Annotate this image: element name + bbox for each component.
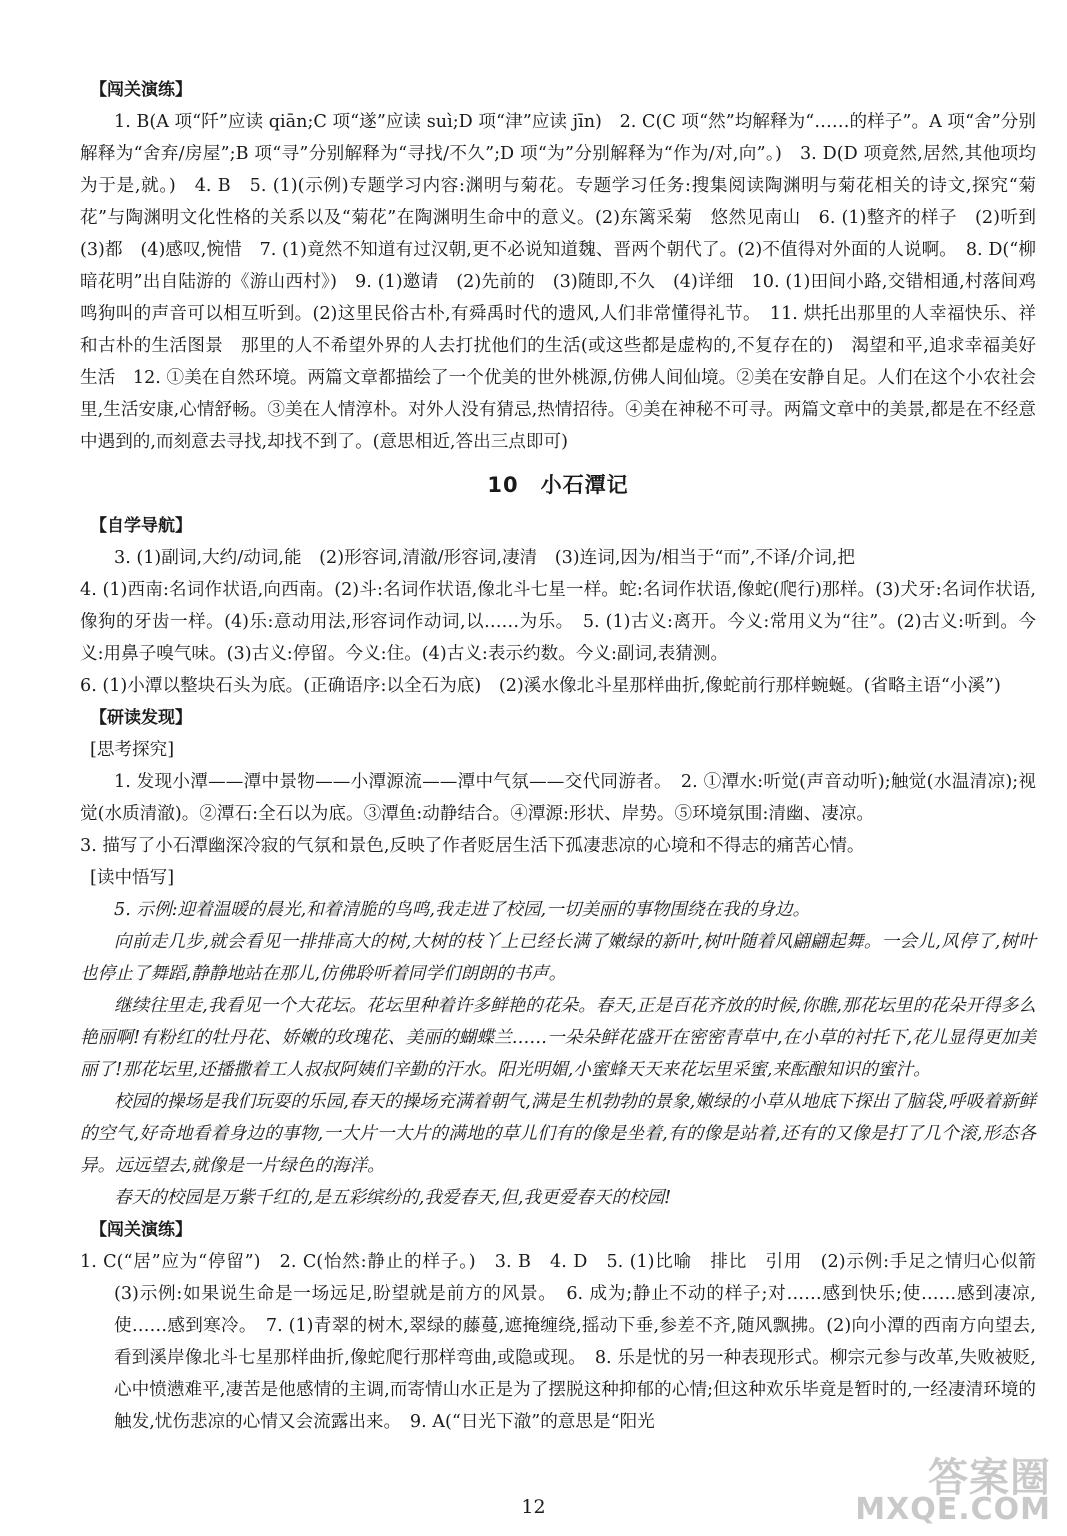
lesson-title: 10 小石潭记 [487,473,629,497]
practice-2-answers: 1. C(“居”应为“停留”) 2. C(怡然:静止的样子。) 3. B 4. D 5. (1)比喻 排比 引用 (2)示例:手足之情归心似箭 (3)示例:如果说生命是一场远足,盼望就是前方的风景。 6. 成为;静止不动的样子;对……感到快乐;使……感到凄凉,使……感到寒冷。 7. (1)青翠的树木,翠绿的藤蔓,遮掩缠绕,摇动下垂,参差不齐,随风飘拂。(2)向小潭的西南方向望去,看到溪岸像北斗七星那样曲折,像蛇爬行那样弯曲,或隐或现。 8. 乐是忧的另一种表现形式。柳宗元参与改革,失败被贬,心中愤懑难平,凄苦是他感情的主调,而寄情山水正是为了摆脱这种抑郁的心情;但这种欢乐毕竟是暂时的,一经凄清环境的触发,忧伤悲凉的心情又会流露出来。 9. A(“日光下澈”的意思是“阳光 [80,1252,1054,1432]
watermark-line-2: MXQE.COM [855,1492,1051,1527]
watermark-logo [855,1455,1051,1527]
think-answer-3: 3. 描写了小石潭幽深冷寂的气氛和景色,反映了作者贬居生活下孤凄悲凉的心境和不得志的痛苦心情。 [80,836,865,856]
read-label: [读中悟写] [90,868,175,888]
think-answer-1-2: 1. 发现小潭——潭中景物——小潭源流——潭中气氛——交代同游者。 2. ①潭水:听觉(声音动听);触觉(水温清凉);视觉(水质清澈)。②潭石:全石以为底。③潭鱼:动静结合。④潭源:形状、岸势。⑤环境氛围:清幽、凄凉。 [80,772,1036,824]
self-study-item-3: 3. (1)副词,大约/动词,能 (2)形容词,清澈/形容词,凄清 (3)连词,因为/相当于“而”,不译/介词,把 [114,548,855,568]
watermark-line-1: 答案圈 [928,1455,1051,1501]
section-heading-self-study: 【自学导航】 [90,516,192,536]
section-heading-practice-1: 【闯关演练】 [90,80,192,100]
essay-paragraph-2: 向前走几步,就会看见一排排高大的树,大树的枝丫上已经长满了嫩绿的新叶,树叶随着风翩翩起舞。一会儿,风停了,树叶也停止了舞蹈,静静地站在那儿,仿佛聆听着同学们朗朗的书声。 [80,932,1036,984]
page-content [80,74,1054,1438]
practice-1-answers: 1. B(A 项“阡”应读 qiān;C 项“遂”应读 suì;D 项“津”应读 jīn) 2. C(C 项“然”均解释为“……的样子”。A 项“舍”分别解释为“舍弃/房屋”;B 项“寻”分别解释为“寻找/不久”;D 项“为”分别解释为“作为/对,向”。) 3. D(D 项竟然,居然,其他项均为于是,就。) 4. B 5. (1)(示例)专题学习内容:渊明与菊花。专题学习任务:搜集阅读陶渊明与菊花相关的诗文,探究“菊花”与陶渊明文化性格的关系以及“菊花”在陶渊明生命中的意义。(2)东篱采菊 悠然见南山 6. (1)整齐的样子 (2)听到 (3)都 (4)感叹,惋惜 7. (1)竟然不知道有过汉朝,更不必说知道魏、晋两个朝代了。(2)不值得对外面的人说啊。 8. D(“柳暗花明”出自陆游的《游山西村》) 9. (1)邀请 (2)先前的 (3)随即,不久 (4)详细 10. (1)田间小路,交错相通,村落间鸡鸣狗叫的声音可以相互听到。(2)这里民俗古朴,有舜禹时代的遗风,人们非常懂得礼节。 11. 烘托出那里的人幸福快乐、祥和古朴的生活图景 那里的人不希望外界的人去打扰他们的生活(或这些都是虚构的,不复存在的) 渴望和平,追求幸福美好生活 12. ①美在自然环境。两篇文章都描绘了一个优美的世外桃源,仿佛人间仙境。②美在安静自足。人们在这个小农社会里,生活安康,心情舒畅。③美在人情淳朴。对外人没有猜忌,热情招待。④美在神秘不可寻。两篇文章中的美景,都是在不经意中遇到的,而刻意去寻找,却找不到了。(意思相近,答出三点即可) [80,112,1054,452]
essay-paragraph-5: 春天的校园是万紫千红的,是五彩缤纷的,我爱春天,但,我更爱春天的校园! [114,1188,672,1208]
section-heading-practice-2: 【闯关演练】 [90,1220,192,1240]
page-number: 12 [521,1496,546,1518]
think-label: [思考探究] [90,740,175,760]
essay-paragraph-1: 5. 示例:迎着温暖的晨光,和着清脆的鸟鸣,我走进了校园,一切美丽的事物围绕在我的身边。 [114,900,811,920]
self-study-item-6: 6. (1)小潭以整块石头为底。(正确语序:以全石为底) (2)溪水像北斗星那样曲折,像蛇前行那样蜿蜒。(省略主语“小溪”) [80,676,1001,696]
essay-paragraph-4: 校园的操场是我们玩耍的乐园,春天的操场充满着朝气,满是生机勃勃的景象,嫩绿的小草从地底下探出了脑袋,呼吸着新鲜的空气,好奇地看着身边的事物,一大片一大片的满地的草儿们有的像是坐着,有的像是站着,还有的又像是打了几个滚,形态各异。远远望去,就像是一片绿色的海洋。 [80,1092,1036,1176]
self-study-item-4-5: 4. (1)西南:名词作状语,向西南。(2)斗:名词作状语,像北斗七星一样。蛇:名词作状语,像蛇(爬行)那样。(3)犬牙:名词作状语,像狗的牙齿一样。(4)乐:意动用法,形容词作动词,以……为乐。 5. (1)古义:离开。今义:常用义为“往”。(2)古义:听到。今义:用鼻子嗅气味。(3)古义:停留。今义:住。(4)古义:表示约数。今义:副词,表猜测。 [80,580,1036,664]
essay-paragraph-3: 继续往里走,我看见一个大花坛。花坛里种着许多鲜艳的花朵。春天,正是百花齐放的时候,你瞧,那花坛里的花朵开得多么艳丽啊!有粉红的牡丹花、娇嫩的玫瑰花、美丽的蝴蝶兰……一朵朵鲜花盛开在密密青草中,在小草的衬托下,花儿显得更加美丽了!那花坛里,还播撒着工人叔叔阿姨们辛勤的汗水。阳光明媚,小蜜蜂天天来花坛里采蜜,来酝酿知识的蜜汁。 [80,996,1036,1080]
section-heading-study: 【研读发现】 [90,708,192,728]
